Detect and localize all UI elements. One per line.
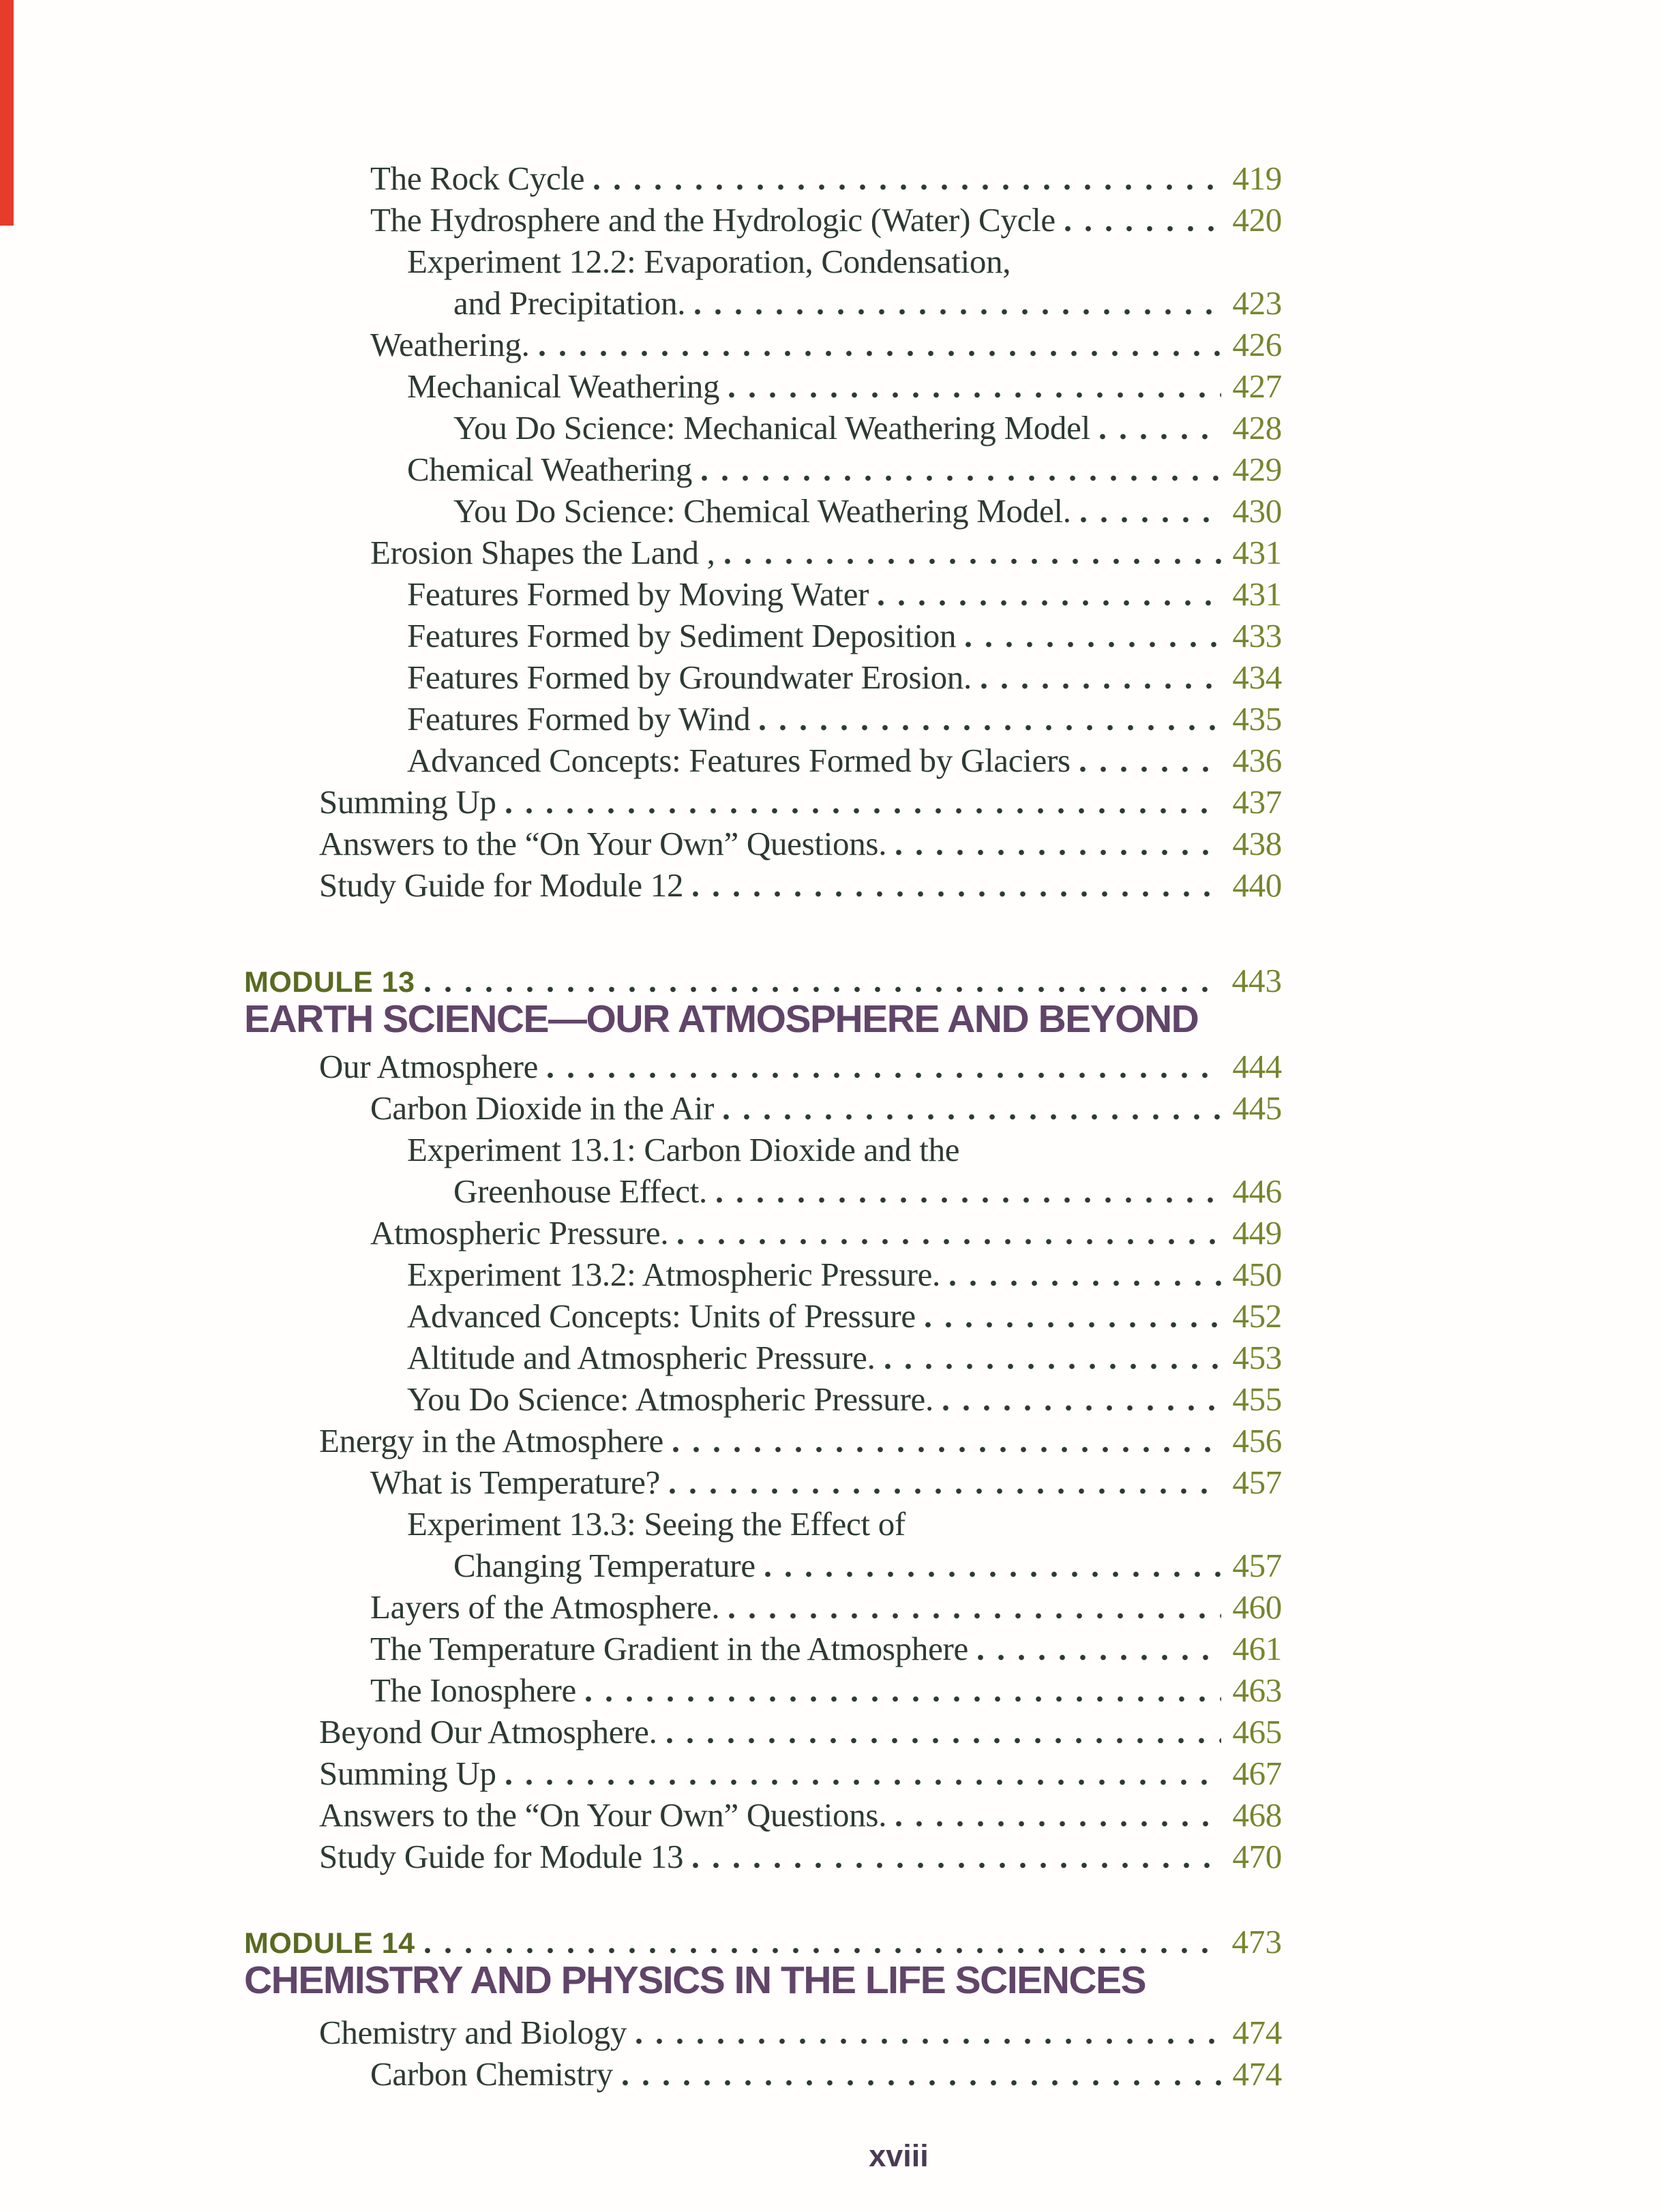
toc-entry-title: Beyond Our Atmosphere.: [319, 1713, 657, 1751]
toc-entry-page-number: 436: [1232, 742, 1282, 779]
toc-entry-title: The Rock Cycle: [370, 160, 585, 197]
toc-entry-title: Features Formed by Sediment Deposition: [407, 617, 957, 654]
toc-entry-page-number: 420: [1232, 201, 1282, 239]
leader-dots: [729, 392, 1221, 398]
leader-dots: [950, 1280, 1221, 1286]
toc-entry-title: Advanced Concepts: Features Formed by Glaciers: [407, 742, 1071, 779]
toc-entry-title: You Do Science: Mechanical Weathering Model: [453, 409, 1090, 446]
leader-dots: [678, 1239, 1221, 1245]
leader-dots: [594, 184, 1221, 190]
toc-entry-page-number: 474: [1232, 2014, 1282, 2051]
toc-entry: [319, 1254, 1282, 1295]
toc-entry-title: Summing Up: [319, 783, 496, 821]
leader-dots: [729, 1613, 1221, 1619]
toc-entry: [319, 1503, 1282, 1545]
leader-dots: [636, 2038, 1221, 2044]
module13-label: MODULE 13: [244, 966, 415, 999]
toc-entry-title: Carbon Dioxide in the Air: [370, 1089, 715, 1127]
toc-entry: [319, 1129, 1282, 1170]
leader-dots: [693, 1862, 1221, 1868]
toc-entry-page-number: 435: [1232, 700, 1282, 738]
toc-entry-page-number: 431: [1232, 534, 1282, 571]
toc-entry-title: Experiment 13.1: Carbon Dioxide and the: [407, 1131, 960, 1168]
toc-entry-title: Layers of the Atmosphere.: [370, 1588, 720, 1626]
leader-dots: [586, 1696, 1221, 1702]
leader-dots: [693, 891, 1221, 897]
toc-entry-page-number: 440: [1232, 866, 1282, 904]
toc-entry-title: Answers to the “On Your Own” Questions.: [319, 1796, 887, 1834]
toc-entry-title: Features Formed by Wind: [407, 700, 751, 738]
toc-entry: [319, 1378, 1282, 1420]
toc-entry-title: Mechanical Weathering: [407, 367, 720, 405]
toc-entry: [319, 365, 1282, 407]
toc-entry-title: Summing Up: [319, 1755, 496, 1792]
toc-entry-page-number: 434: [1232, 658, 1282, 696]
toc-entry: [319, 781, 1282, 823]
toc-entry-title: Chemical Weathering: [407, 451, 693, 488]
toc-entry-title: Energy in the Atmosphere: [319, 1422, 663, 1459]
toc-entry: [319, 1586, 1282, 1628]
toc-entry-page-number: 449: [1232, 1214, 1282, 1252]
toc-entry-page-number: 460: [1232, 1588, 1282, 1626]
toc-entry-title: Erosion Shapes the Land ,: [370, 534, 715, 571]
toc-entry: [319, 615, 1282, 656]
leader-dots: [765, 1571, 1222, 1577]
toc-entry: [319, 1461, 1282, 1503]
module13-title: EARTH SCIENCE—OUR ATMOSPHERE AND BEYOND: [244, 997, 1199, 1041]
toc-entry-title: You Do Science: Atmospheric Pressure.: [407, 1380, 933, 1418]
toc-entry: [319, 864, 1282, 906]
toc-entry-page-number: 457: [1232, 1464, 1282, 1501]
toc-entry: [319, 1628, 1282, 1669]
toc-entry-title: Chemistry and Biology: [319, 2014, 627, 2051]
module13-heading-row: [244, 960, 1282, 1001]
module14-heading-row: [244, 1921, 1282, 1963]
toc-entry-title: Altitude and Atmospheric Pressure.: [407, 1339, 876, 1376]
toc-entry-page-number: 429: [1232, 451, 1282, 488]
toc-entry: [319, 1087, 1282, 1129]
leader-dots: [978, 1654, 1221, 1661]
toc-entry-page-number: 444: [1232, 1048, 1282, 1085]
toc-entry-title: The Hydrosphere and the Hydrologic (Water) Cycle: [370, 201, 1056, 239]
leader-dots: [548, 1072, 1221, 1078]
toc-entry: [319, 1212, 1282, 1254]
leader-dots: [667, 1738, 1222, 1744]
toc-entry-page-number: 426: [1232, 326, 1282, 363]
toc-entry: [319, 449, 1282, 490]
toc-entry: [319, 2012, 1282, 2053]
toc-entry-page-number: 428: [1232, 409, 1282, 446]
toc-entry-page-number: 455: [1232, 1380, 1282, 1418]
toc-entry-title: Changing Temperature: [453, 1547, 755, 1584]
module14-heading: [244, 1921, 1282, 2002]
toc-entry: [319, 1753, 1282, 1794]
toc-entry-title: Carbon Chemistry: [370, 2055, 613, 2093]
toc-entry: [319, 573, 1282, 615]
toc-entry: [319, 1794, 1282, 1836]
toc-entry-title: Experiment 13.3: Seeing the Effect of: [407, 1505, 906, 1543]
toc-entry-title: What is Temperature?: [370, 1464, 661, 1501]
toc-entry: [319, 490, 1282, 532]
toc-entry-title: Atmospheric Pressure.: [370, 1214, 669, 1252]
leader-dots: [896, 849, 1221, 855]
module14-toc-entries: [319, 2012, 1282, 2095]
toc-entry-title: Advanced Concepts: Units of Pressure: [407, 1297, 916, 1335]
toc-entry: [319, 740, 1282, 781]
toc-entry-page-number: 474: [1232, 2055, 1282, 2093]
toc-entry: [319, 1337, 1282, 1378]
toc-entry-page-number: 445: [1232, 1089, 1282, 1127]
toc-entry-page-number: 470: [1232, 1838, 1282, 1875]
toc-entry-page-number: 419: [1232, 160, 1282, 197]
leader-dots: [695, 309, 1221, 315]
page-number-footer: xviii: [869, 2138, 929, 2173]
toc-entry-title: Features Formed by Groundwater Erosion.: [407, 658, 972, 696]
leader-dots: [1080, 766, 1222, 772]
toc-entry: [319, 324, 1282, 365]
toc-entry-page-number: 423: [1232, 284, 1282, 322]
leader-dots: [702, 475, 1221, 481]
toc-entry: [319, 1046, 1282, 1087]
toc-entry-title: Study Guide for Module 12: [319, 866, 684, 904]
toc-entry-page-number: 437: [1232, 783, 1282, 821]
leader-dots: [981, 683, 1221, 689]
leader-dots: [723, 1114, 1221, 1120]
toc-entry: [319, 656, 1282, 698]
leader-dots: [760, 725, 1221, 731]
toc-entry: [319, 407, 1282, 449]
toc-entry: [319, 823, 1282, 864]
toc-entry-title: Experiment 12.2: Evaporation, Condensation,: [407, 243, 1011, 280]
module14-label: MODULE 14: [244, 1927, 415, 1960]
leader-dots: [1065, 226, 1222, 232]
leader-dots: [506, 808, 1222, 814]
toc-entry: [319, 199, 1282, 241]
leader-dots: [1081, 517, 1222, 523]
toc-entry: [319, 532, 1282, 573]
toc-entry-page-number: 427: [1232, 367, 1282, 405]
toc-entry-title: The Temperature Gradient in the Atmosphere: [370, 1630, 969, 1667]
toc-entry: [319, 1669, 1282, 1711]
leader-dots: [506, 1779, 1222, 1785]
toc-entry: [319, 1170, 1282, 1212]
toc-entry-title: The Ionosphere: [370, 1671, 576, 1709]
leader-dots: [425, 1948, 1221, 1954]
leader-dots: [1100, 434, 1221, 440]
toc-entry-page-number: 468: [1232, 1796, 1282, 1834]
leader-dots: [885, 1363, 1222, 1369]
toc-entry-page-number: 431: [1232, 575, 1282, 613]
toc-entry-page-number: 465: [1232, 1713, 1282, 1751]
toc-entry-title: Greenhouse Effect.: [453, 1172, 707, 1210]
module14-title: CHEMISTRY AND PHYSICS IN THE LIFE SCIENCES: [244, 1958, 1146, 2002]
module14-page-number: 473: [1231, 1923, 1282, 1960]
toc-entry-title: You Do Science: Chemical Weathering Model.: [453, 492, 1071, 530]
toc-entry: [319, 698, 1282, 740]
toc-entry-title: Study Guide for Module 13: [319, 1838, 684, 1875]
toc-entry-title: Our Atmosphere: [319, 1048, 539, 1085]
toc-entry-title: Features Formed by Moving Water: [407, 575, 869, 613]
toc-entry-page-number: 430: [1232, 492, 1282, 530]
toc-entry-title: Weathering.: [370, 326, 530, 363]
toc-entry-page-number: 456: [1232, 1422, 1282, 1459]
module13-toc-entries: [319, 1046, 1282, 1877]
leader-dots: [896, 1821, 1221, 1827]
toc-entry-page-number: 461: [1232, 1630, 1282, 1667]
module12-toc-entries: [319, 157, 1282, 906]
module13-heading: [244, 960, 1282, 1041]
leader-dots: [966, 641, 1221, 648]
toc-entry-page-number: 463: [1232, 1671, 1282, 1709]
leader-dots: [425, 986, 1221, 993]
toc-entry-page-number: 457: [1232, 1547, 1282, 1584]
toc-entry-page-number: 446: [1232, 1172, 1282, 1210]
leader-dots: [878, 600, 1221, 606]
leader-dots: [670, 1488, 1221, 1494]
toc-entry-page-number: 467: [1232, 1755, 1282, 1792]
toc-entry-title: Experiment 13.2: Atmospheric Pressure.: [407, 1256, 940, 1293]
leader-dots: [539, 350, 1222, 357]
toc-entry: [319, 2053, 1282, 2095]
toc-entry: [319, 1711, 1282, 1753]
toc-entry: [319, 1836, 1282, 1877]
leader-dots: [925, 1322, 1222, 1328]
toc-entry-title: Answers to the “On Your Own” Questions.: [319, 825, 887, 862]
leader-dots: [673, 1446, 1221, 1453]
toc-entry-page-number: 438: [1232, 825, 1282, 862]
toc-entry: [319, 1295, 1282, 1337]
toc-entry: [319, 157, 1282, 199]
toc-entry-page-number: 433: [1232, 617, 1282, 654]
leader-dots: [623, 2080, 1222, 2086]
module13-page-number: 443: [1231, 962, 1282, 999]
toc-entry: [319, 282, 1282, 324]
toc-entry: [319, 241, 1282, 282]
leader-dots: [725, 558, 1222, 564]
toc-entry-title: and Precipitation.: [453, 284, 686, 322]
leader-dots: [717, 1197, 1221, 1203]
toc-entry-page-number: 453: [1232, 1339, 1282, 1376]
module-edge-tab: [0, 0, 14, 226]
toc-entry: [319, 1545, 1282, 1586]
toc-entry-page-number: 450: [1232, 1256, 1282, 1293]
leader-dots: [943, 1405, 1221, 1411]
toc-entry-page-number: 452: [1232, 1297, 1282, 1335]
toc-entry: [319, 1420, 1282, 1461]
